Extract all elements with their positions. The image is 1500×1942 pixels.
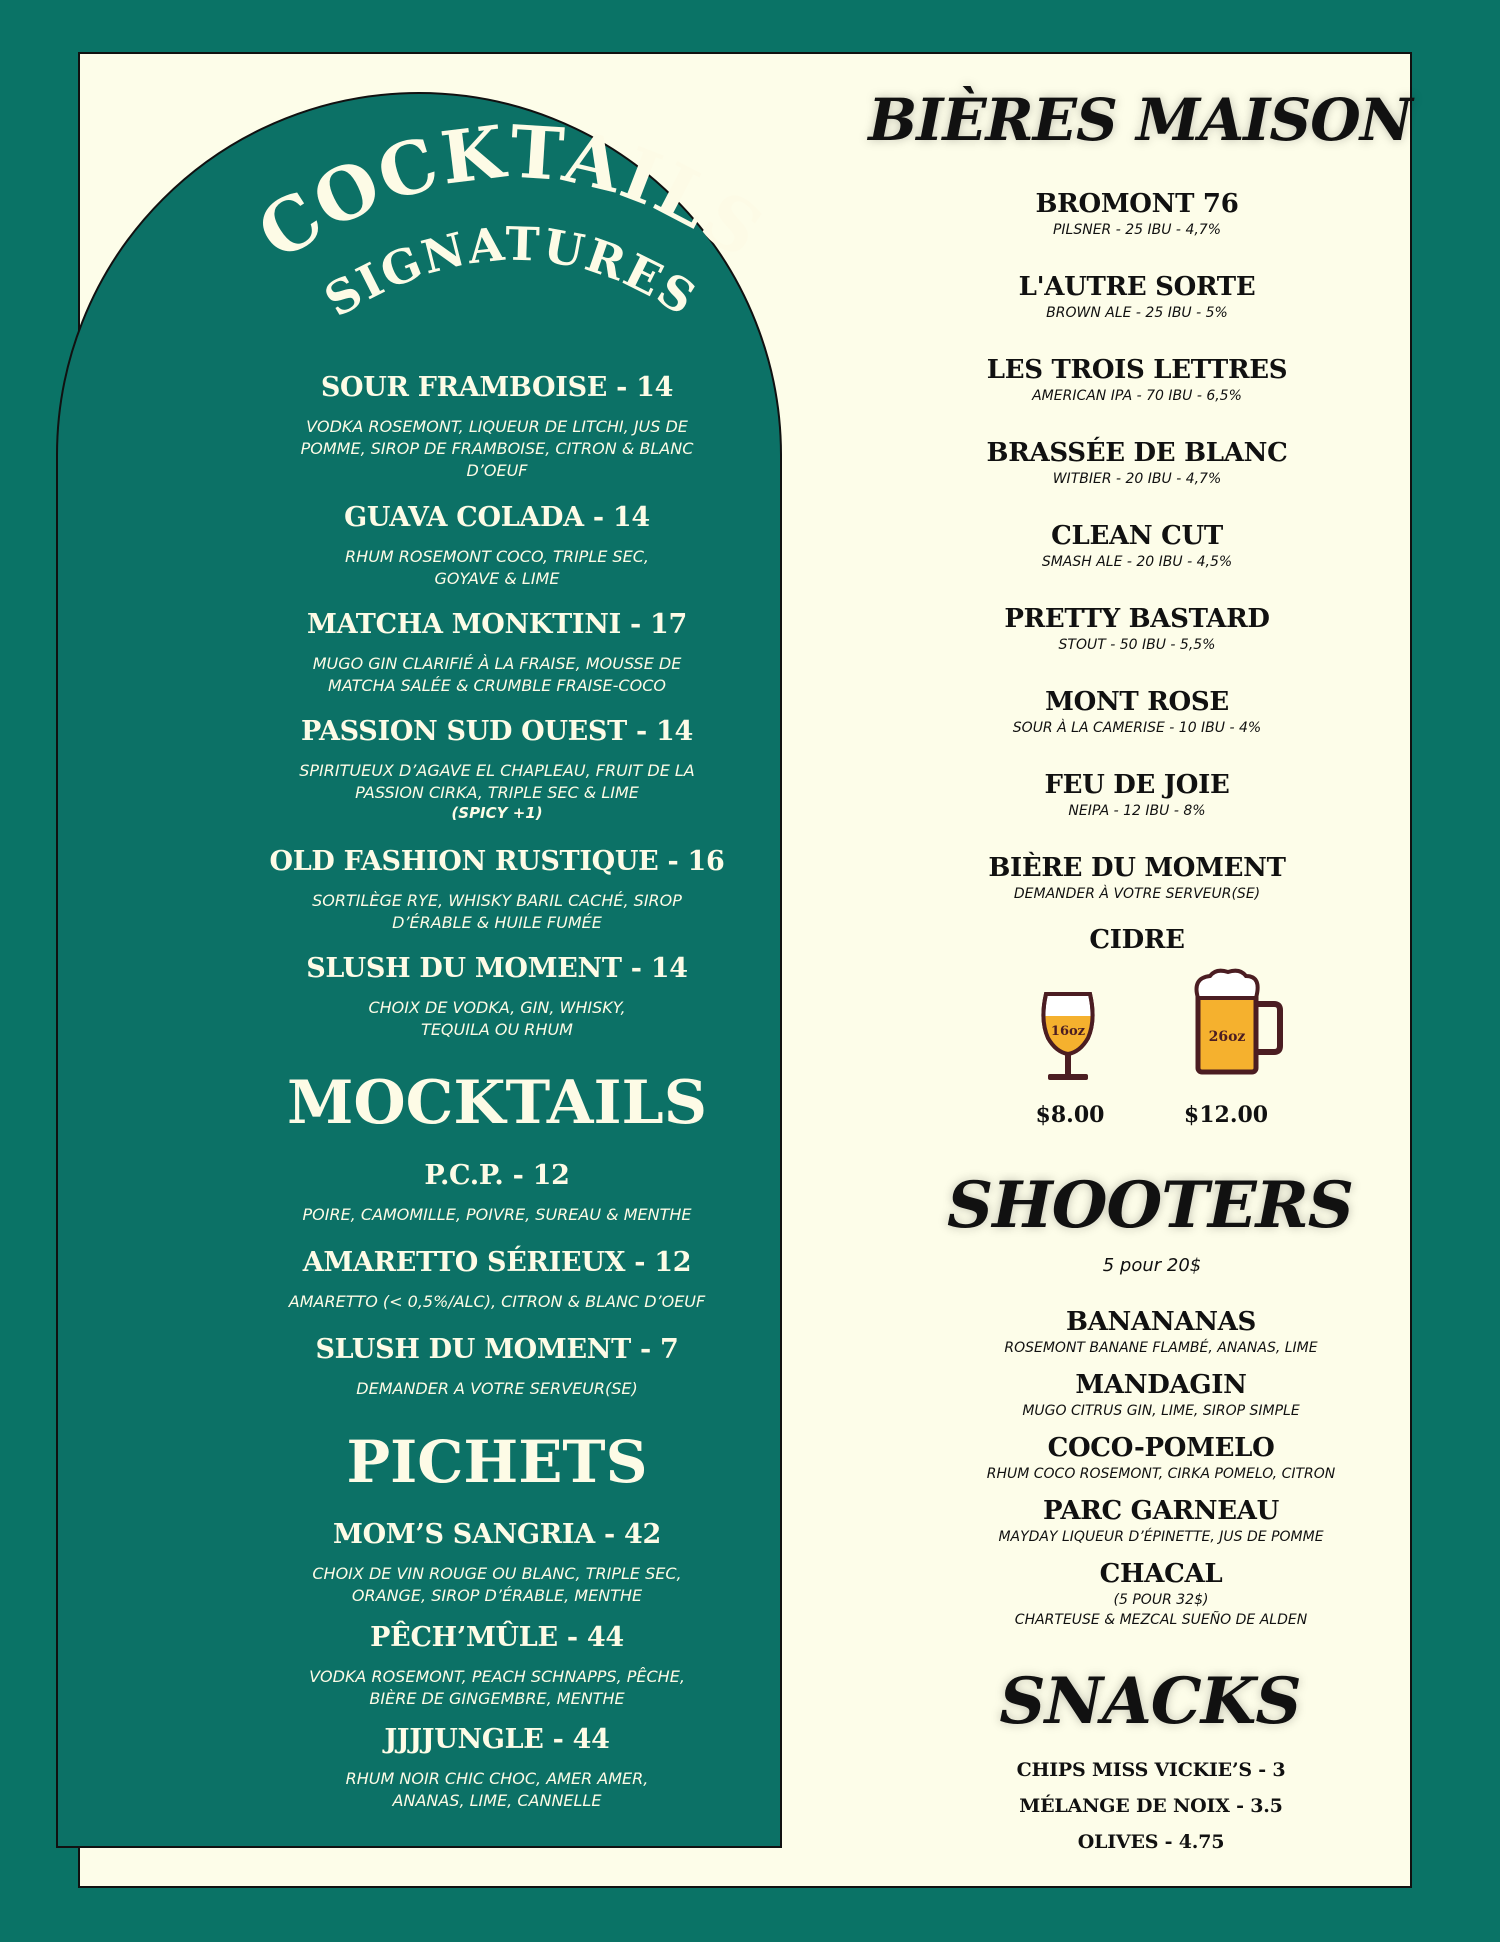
shooters-subtitle — [912, 1255, 1392, 1276]
item-name: PÊCH’MÛLE - 44 — [370, 1622, 624, 1653]
beer-desc: NEIPA - 12 IBU - 8% — [1068, 803, 1206, 819]
item-desc: CHOIX DE VODKA, GIN, WHISKY, TEQUILA OU RHUM — [368, 998, 626, 1039]
beer-name: BRASSÉE DE BLANC — [986, 438, 1288, 468]
beer-desc: DEMANDER À VOTRE SERVEUR(SE) — [1013, 886, 1261, 902]
shooter-desc: MAYDAY LIQUEUR D’ÉPINETTE, JUS DE POMME — [998, 1529, 1324, 1545]
beer-item — [897, 271, 1377, 323]
snack-item: MÉLANGE DE NOIX - 3.5 — [1019, 1795, 1283, 1817]
beer-desc: SOUR À LA CAMERISE - 10 IBU - 4% — [1012, 720, 1262, 736]
beer-item — [897, 852, 1377, 904]
pichet-item — [80, 1720, 914, 1812]
item-desc: DEMANDER A VOTRE SERVEUR(SE) — [356, 1379, 638, 1398]
item-name: AMARETTO SÉRIEUX - 12 — [302, 1247, 692, 1278]
size-26oz: 26oz — [1208, 1029, 1246, 1045]
item-desc: VODKA ROSEMONT, LIQUEUR DE LITCHI, JUS DE POMME, SIROP DE FRAMBOISE, CITRON & BLANC D’OEUF — [300, 417, 694, 480]
item-name: MOM’S SANGRIA - 42 — [333, 1519, 661, 1550]
item-desc: MUGO GIN CLARIFIÉ À LA FRAISE, MOUSSE DE MATCHA SALÉE & CRUMBLE FRAISE-COCO — [312, 654, 682, 695]
item-name: OLD FASHION RUSTIQUE - 16 — [269, 846, 725, 877]
beer-name: LES TROIS LETTRES — [986, 355, 1288, 385]
title-line1: COCKTAILS — [242, 108, 780, 277]
beer-item — [897, 437, 1377, 489]
shooters-heading: SHOOTERS — [947, 1168, 1353, 1243]
item-name: MATCHA MONKTINI - 17 — [307, 609, 687, 640]
shooter-name: PARC GARNEAU — [1043, 1496, 1279, 1526]
price-16oz: $8.00 — [1035, 1102, 1105, 1128]
cocktail-item — [80, 605, 914, 697]
title-line2: SIGNATURES — [315, 216, 707, 328]
shooter-item — [921, 1306, 1401, 1369]
cocktail-item — [80, 842, 914, 934]
beer-item — [897, 769, 1377, 821]
beer-name: MONT ROSE — [1045, 687, 1229, 717]
size-16oz: 16oz — [1050, 1024, 1086, 1039]
cocktail-item — [80, 949, 914, 1041]
beer-desc: BROWN ALE - 25 IBU - 5% — [1046, 305, 1228, 321]
beer-desc: PILSNER - 25 IBU - 4,7% — [1052, 222, 1222, 238]
shooter-name: COCO-POMELO — [1047, 1433, 1275, 1463]
beer-desc: SMASH ALE - 20 IBU - 4,5% — [1041, 554, 1233, 570]
shooter-desc: CHARTEUSE & MEZCAL SUEÑO DE ALDEN — [1014, 1612, 1308, 1628]
item-name: SLUSH DU MOMENT - 7 — [315, 1334, 679, 1365]
item-name: SOUR FRAMBOISE - 14 — [320, 372, 674, 403]
snack-item: OLIVES - 4.75 — [1077, 1831, 1225, 1853]
beer-desc: AMERICAN IPA - 70 IBU - 6,5% — [1032, 388, 1242, 404]
cidre-item — [897, 924, 1377, 956]
beer-name: CLEAN CUT — [1051, 521, 1223, 551]
beer-item — [897, 603, 1377, 655]
shooter-item — [921, 1495, 1401, 1558]
cidre-label: CIDRE — [1089, 925, 1185, 955]
shooter-name: CHACAL — [1099, 1559, 1223, 1589]
price-26oz: $12.00 — [1183, 1102, 1269, 1128]
beer-item — [897, 354, 1377, 406]
shooter-desc: ROSEMONT BANANE FLAMBÉ, ANANAS, LIME — [1004, 1340, 1318, 1356]
cocktail-item — [80, 498, 914, 590]
cocktail-item — [80, 712, 914, 822]
shooter-item — [921, 1369, 1401, 1432]
beer-desc: WITBIER - 20 IBU - 4,7% — [1052, 471, 1222, 487]
shooter-name: BANANANAS — [1065, 1307, 1257, 1337]
tulip-glass-icon — [1036, 990, 1100, 1090]
mocktail-item — [80, 1156, 914, 1226]
shooter-name: MANDAGIN — [1075, 1370, 1247, 1400]
item-name: P.C.P. - 12 — [424, 1160, 570, 1191]
beer-item — [897, 188, 1377, 240]
beer-name: BIÈRE DU MOMENT — [988, 853, 1286, 883]
beer-name: L'AUTRE SORTE — [1018, 272, 1256, 302]
item-desc: SORTILÈGE RYE, WHISKY BARIL CACHÉ, SIROP D’ÉRABLE & HUILE FUMÉE — [312, 891, 682, 932]
item-extra: (SPICY +1) — [451, 804, 543, 822]
item-desc: SPIRITUEUX D’AGAVE EL CHAPLEAU, FRUIT DE LA PASSION CIRKA, TRIPLE SEC & LIME — [299, 761, 695, 802]
snack-list — [911, 1752, 1391, 1860]
mocktails-heading: MOCKTAILS — [286, 1068, 708, 1138]
beer-item — [897, 520, 1377, 572]
snack-item: CHIPS MISS VICKIE’S - 3 — [1016, 1759, 1286, 1781]
beer-name: PRETTY BASTARD — [1004, 604, 1270, 634]
beer-name: BROMONT 76 — [1035, 189, 1239, 219]
item-desc: RHUM ROSEMONT COCO, TRIPLE SEC, GOYAVE & LIME — [345, 547, 649, 588]
shooters-price-note: 5 pour 20$ — [1102, 1255, 1202, 1276]
shooter-note: (5 POUR 32$) — [1113, 1592, 1209, 1608]
item-name: JJJJUNGLE - 44 — [384, 1724, 610, 1755]
shooter-list — [921, 1306, 1401, 1630]
mocktail-item — [80, 1330, 914, 1400]
shooter-item — [921, 1558, 1401, 1630]
item-desc: POIRE, CAMOMILLE, POIVRE, SUREAU & MENTHE — [302, 1205, 692, 1224]
cocktail-item — [80, 368, 914, 482]
snacks-heading: SNACKS — [999, 1664, 1301, 1739]
pichets-heading: PICHETS — [346, 1428, 648, 1496]
shooter-item — [921, 1432, 1401, 1495]
beer-item — [897, 686, 1377, 738]
shooter-desc: RHUM COCO ROSEMONT, CIRKA POMELO, CITRON — [986, 1466, 1336, 1482]
item-desc: RHUM NOIR CHIC CHOC, AMER AMER, ANANAS, LIME, CANNELLE — [345, 1769, 649, 1810]
beer-name: FEU DE JOIE — [1044, 770, 1230, 800]
pichet-item — [80, 1618, 914, 1710]
bieres-heading: BIÈRES MAISON — [868, 86, 1412, 154]
pichet-item — [80, 1515, 914, 1607]
item-name: GUAVA COLADA - 14 — [344, 502, 650, 533]
shooter-desc: MUGO CITRUS GIN, LIME, SIROP SIMPLE — [1022, 1403, 1300, 1419]
item-desc: VODKA ROSEMONT, PEACH SCHNAPPS, PÊCHE, BIÈRE DE GINGEMBRE, MENTHE — [309, 1667, 685, 1708]
item-name: PASSION SUD OUEST - 14 — [301, 716, 693, 747]
beer-mug-icon — [1190, 968, 1286, 1078]
svg-text:SIGNATURES — [315, 217, 706, 328]
item-desc: CHOIX DE VIN ROUGE OU BLANC, TRIPLE SEC, ORANGE, SIROP D’ÉRABLE, MENTHE — [312, 1564, 682, 1605]
item-name: SLUSH DU MOMENT - 14 — [306, 953, 688, 984]
mocktail-item — [80, 1243, 914, 1313]
item-desc: AMARETTO (< 0,5%/ALC), CITRON & BLANC D’OEUF — [288, 1292, 706, 1311]
beer-desc: STOUT - 50 IBU - 5,5% — [1058, 637, 1216, 653]
